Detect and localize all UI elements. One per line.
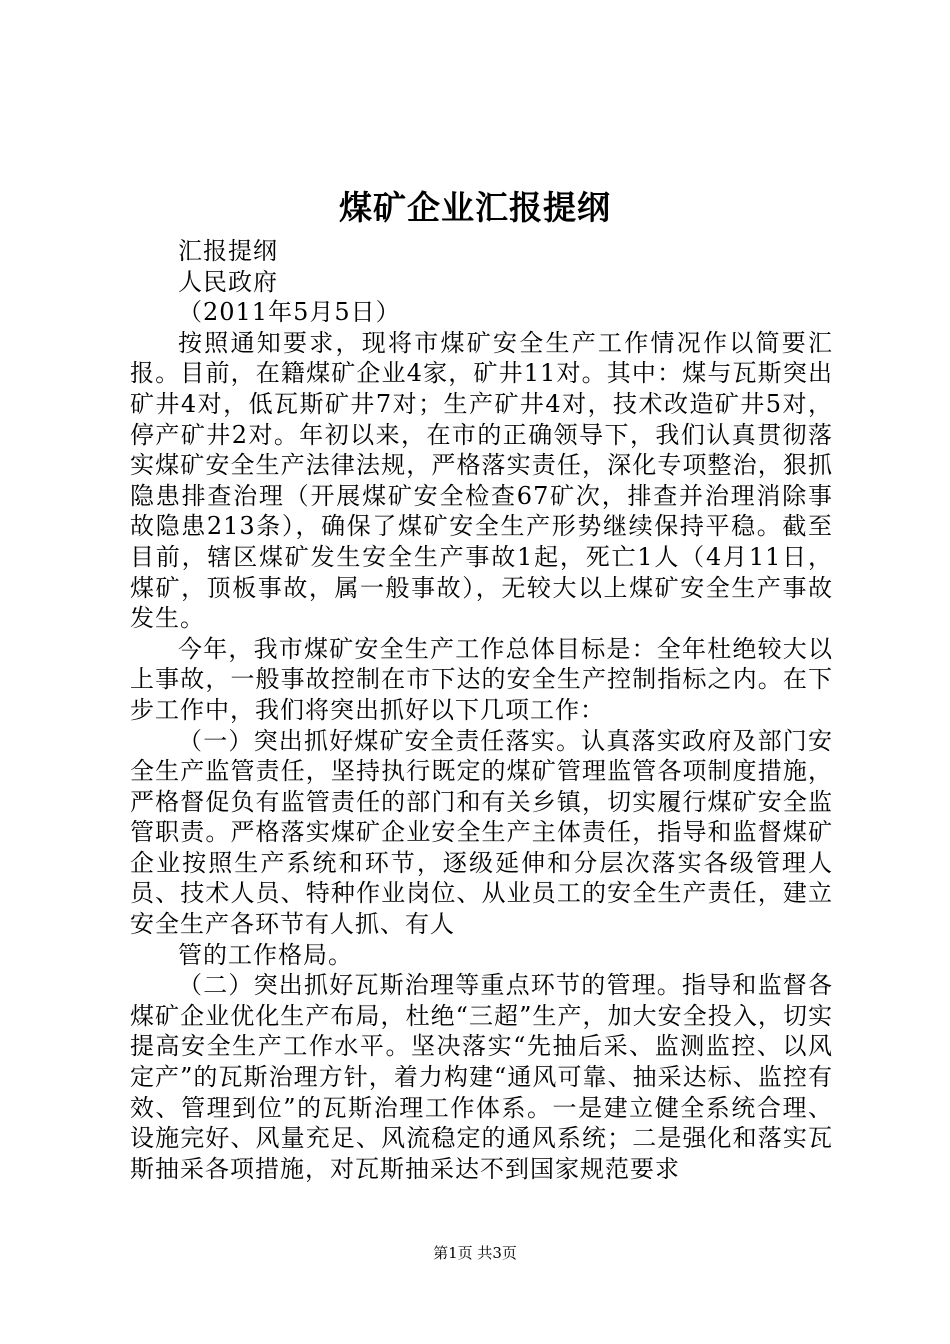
document-body (130, 236, 833, 1184)
document-title: 煤矿企业汇报提纲 (339, 188, 611, 227)
paragraph-section-two: （二）突出抓好瓦斯治理等重点环节的管理。指导和监督各煤矿企业优化生产布局，杜绝“三超”生产，加大安全投入，切实提高安全生产工作水平。坚决落实“先抽后采、监测监控、以风定产”的瓦斯治理方针，着力构建“通风可靠、抽采达标、监控有效、管理到位”的瓦斯治理工作体系。一是建立健全系统合理、设施完好、风量充足、风流稳定的通风系统；二是强化和落实瓦斯抽采各项措施，对瓦斯抽采达不到国家规范要求 (130, 971, 833, 1183)
paragraph-intro: 按照通知要求，现将市煤矿安全生产工作情况作以简要汇报。目前，在籍煤矿企业4家，矿井11对。其中：煤与瓦斯突出矿井4对，低瓦斯矿井7对；生产矿井4对，技术改造矿井5对，停产矿井2对。年初以来，在市的正确领导下，我们认真贯彻落实煤矿安全生产法律法规，严格落实责任，深化专项整治，狠抓隐患排查治理（开展煤矿安全检查67矿次，排查并治理消除事故隐患213条），确保了煤矿安全生产形势继续保持平稳。截至目前，辖区煤矿发生安全生产事故1起，死亡1人（4月11日，煤矿，顶板事故，属一般事故），无较大以上煤矿安全生产事故发生。 (130, 328, 833, 633)
heading-line-date: （2011年5月5日） (178, 298, 401, 327)
heading-line-report-outline: 汇报提纲 (178, 237, 278, 265)
paragraph-section-one-end: 管的工作格局。 (178, 940, 353, 969)
page-footer: 第1页 共3页 (433, 1244, 517, 1262)
paragraph-section-one: （一）突出抓好煤矿安全责任落实。认真落实政府及部门安全生产监管责任，坚持执行既定的煤矿管理监管各项制度措施，严格督促负有监管责任的部门和有关乡镇，切实履行煤矿安全监管职责。严格落实煤矿企业安全生产主体责任，指导和监督煤矿企业按照生产系统和环节，逐级延伸和分层次落实各级管理人员、技术人员、特种作业岗位、从业员工的安全生产责任，建立安全生产各环节有人抓、有人 (130, 726, 833, 939)
paragraph-goals: 今年，我市煤矿安全生产工作总体目标是：全年杜绝较大以上事故，一般事故控制在市下达的安全生产控制指标之内。在下步工作中，我们将突出抓好以下几项工作： (130, 634, 833, 724)
heading-line-government: 人民政府 (178, 267, 278, 296)
